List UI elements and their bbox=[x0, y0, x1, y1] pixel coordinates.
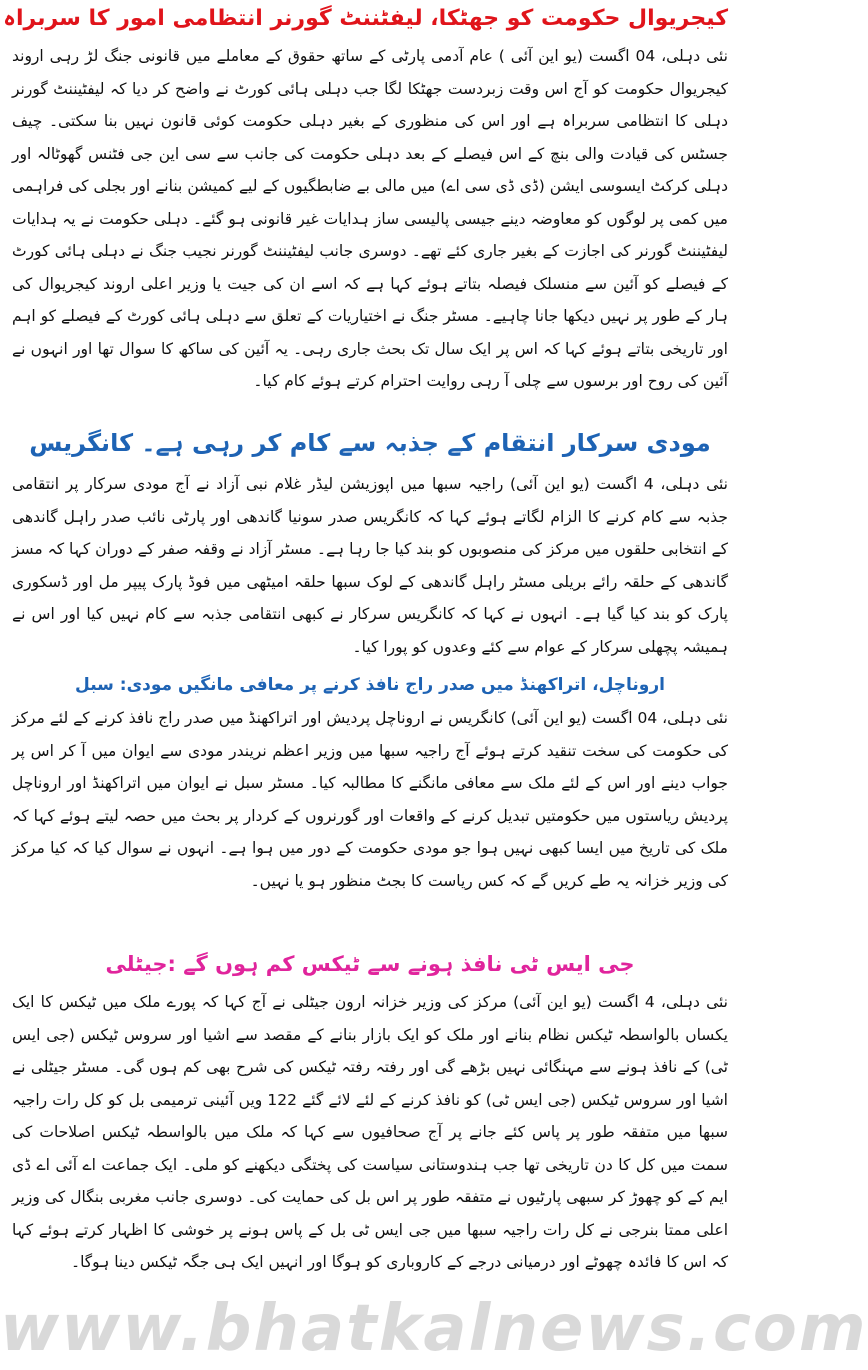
headline-kejriwal: کیجریوال حکومت کو جھٹکا، لیفٹننٹ گورنر انتظامی امور کا سربراہ bbox=[3, 6, 728, 31]
headline-modi-sarkar: مودی سرکار انتقام کے جذبہ سے کام کر رہی ہے۔ کانگریس bbox=[29, 429, 711, 457]
article-body-kejriwal: نئی دہلی، 04 اگست (یو این آئی ) عام آدمی پارٹی کے ساتھ حقوق کے معاملے میں قانونی جنگ لڑ رہی اروند کیجریوال حکومت کو آج اس وقت زبردست جھٹکا لگا جب دہلی ہائی کورٹ نے واضح کر دیا کہ لیفٹیننٹ گورنر دہلی کا انتظامی سربراہ ہے اور اس کی منظوری کے بغیر دہلی حکومت کوئی قانون نہیں بنا سکتی۔ چیف جسٹس کی قیادت والی بنچ کے اس فیصلے کے بعد دہلی حکومت کی جانب سے سی این جی فٹنس گھوٹالہ اور دہلی کرکٹ ایسوسی ایشن (ڈی ڈی سی اے) میں مالی بے ضابطگیوں کے لیے کمیشن بنانے اور بجلی کی فراہمی میں کمی پر لوگوں کو معاوضہ دینے جیسی پالیسی ساز ہدایات غیر قانونی ہو گئے۔ دہلی حکومت نے یہ ہدایات لیفٹیننٹ گورنر کی اجازت کے بغیر جاری کئے تھے۔ دوسری جانب لیفٹیننٹ گورنر نجیب جنگ نے دہلی ہائی کورٹ کے فیصلے کو آئین سے منسلک فیصلہ بتاتے ہوئے کہا ہے کہ اسے ان کی جیت یا وزیر اعلی اروند کیجریوال کی ہار کے طور پر نہیں دیکھا جانا چاہیے۔ مسٹر جنگ نے اختیاریات کے تعلق سے دہلی ہائی کورٹ کے فیصلے کو اہم اور تاریخی بتاتے ہوئے کہا کہ اس پر ایک سال تک بحث جاری رہی۔ یہ آئین کی ساکھ کا سوال تھا اور انہوں نے آئین کی روح اور برسوں سے چلی آ رہی روایت احترام کرتے ہوئے کام کیا۔ bbox=[12, 47, 728, 390]
headline-arunachal: اروناچل، اتراکھنڈ میں صدر راج نافذ کرنے پر معافی مانگیں مودی: سبل bbox=[75, 675, 665, 695]
article-body-arunachal: نئی دہلی، 04 اگست (یو این آئی) کانگریس نے اروناچل پردیش اور اتراکھنڈ میں صدر راج نافذ کرنے کے لئے مرکز کی حکومت کی سخت تنقید کرتے ہوئے آج راجیہ سبھا میں وزیر اعظم نریندر مودی سے ایوان میں آ کر اس پر جواب دینے اور اس کے لئے ملک سے معافی مانگنے کا مطالبہ کیا۔ مسٹر سبل نے ایوان میں اتراکھنڈ اور اروناچل پردیش ریاستوں میں حکومتیں تبدیل کرنے کے واقعات اور گورنروں کے کردار پر بحث میں حصہ لیتے ہوئے کہا کہ ملک کی تاریخ میں ایسا کبھی نہیں ہوا جو مودی حکومت کے دور میں ہوا ہے۔ انہوں نے سوال کیا کہ کیا مرکز کی وزیر خزانہ یہ طے کریں گے کہ کس ریاست کا بجٹ منظور ہو یا نہیں۔ bbox=[12, 709, 728, 890]
article-body-modi-sarkar: نئی دہلی، 4 اگست (یو این آئی) راجیہ سبھا میں اپوزیشن لیڈر غلام نبی آزاد نے آج مودی سرکار پر انتقامی جذبہ سے کام کرنے کا الزام لگاتے ہوئے کہا کہ کانگریس صدر سونیا گاندھی اور پارٹی نائب صدر راہل گاندھی کے انتخابی حلقوں میں مرکز کی منصوبوں کو بند کیا جا رہا ہے۔ مسٹر آزاد نے وقفہ صفر کے دوران کہا کہ مسز گاندھی کے حلقہ رائے بریلی مسٹر راہل گاندھی کے لوک سبھا حلقہ امیٹھی میں فوڈ پارک پیپر مل اور ڈسکوری پارک کو بند کیا گیا ہے۔ انہوں نے کہا کہ کانگریس سرکار نے کبھی انتقامی جذبہ سے کام نہیں کیا اور اس نے ہمیشہ پچھلی سرکار کے عوام سے کئے وعدوں کو پورا کیا۔ bbox=[12, 475, 728, 656]
headline-gst: جی ایس ٹی نافذ ہونے سے ٹیکس کم ہوں گے :جیٹلی bbox=[105, 952, 635, 976]
article-body-gst: نئی دہلی، 4 اگست (یو این آئی) مرکز کی وزیر خزانہ ارون جیٹلی نے آج کہا کہ پورے ملک میں ٹیکس کا ایک یکساں بالواسطہ ٹیکس نظام بنانے اور ملک کو ایک بازار بنانے کے مقصد سے اشیا اور سروس ٹیکس (جی ایس ٹی) کے نافذ ہونے سے مہنگائی نہیں بڑھے گی اور رفتہ رفتہ ٹیکس کی شرح بھی کم ہوں گی۔ مسٹر جیٹلی نے اشیا اور سروس ٹیکس (جی ایس ٹی) کو نافذ کرنے کے لئے لائے گئے 122 ویں آئینی ترمیمی بل کو کل رات راجیہ سبھا میں متفقہ طور پر پاس کئے جانے پر آج صحافیوں سے کہا کہ ملک میں بالواسطہ ٹیکس اصلاحات کی سمت میں کل کا دن تاریخی تھا جب ہندوستانی سیاست کی پختگی دیکھنے کو ملی۔ ایک جماعت اے آئی اے ڈی ایم کے کو چھوڑ کر سبھی پارٹیوں نے متفقہ طور پر اس بل کی حمایت کی۔ دوسری جانب مغربی بنگال کی وزیر اعلی ممتا بنرجی نے کل رات راجیہ سبھا میں جی ایس ٹی بل کے پاس ہونے پر خوشی کا اظہار کرتے ہوئے کہا کہ اس کا فائدہ چھوٹے اور درمیانی درجے کے کاروباری کو ہوگا اور انہیں ایک ہی جگہ ٹیکس دینا ہوگا۔ bbox=[12, 993, 728, 1271]
site-watermark: www.bhatkalnews.com bbox=[0, 1292, 868, 1366]
